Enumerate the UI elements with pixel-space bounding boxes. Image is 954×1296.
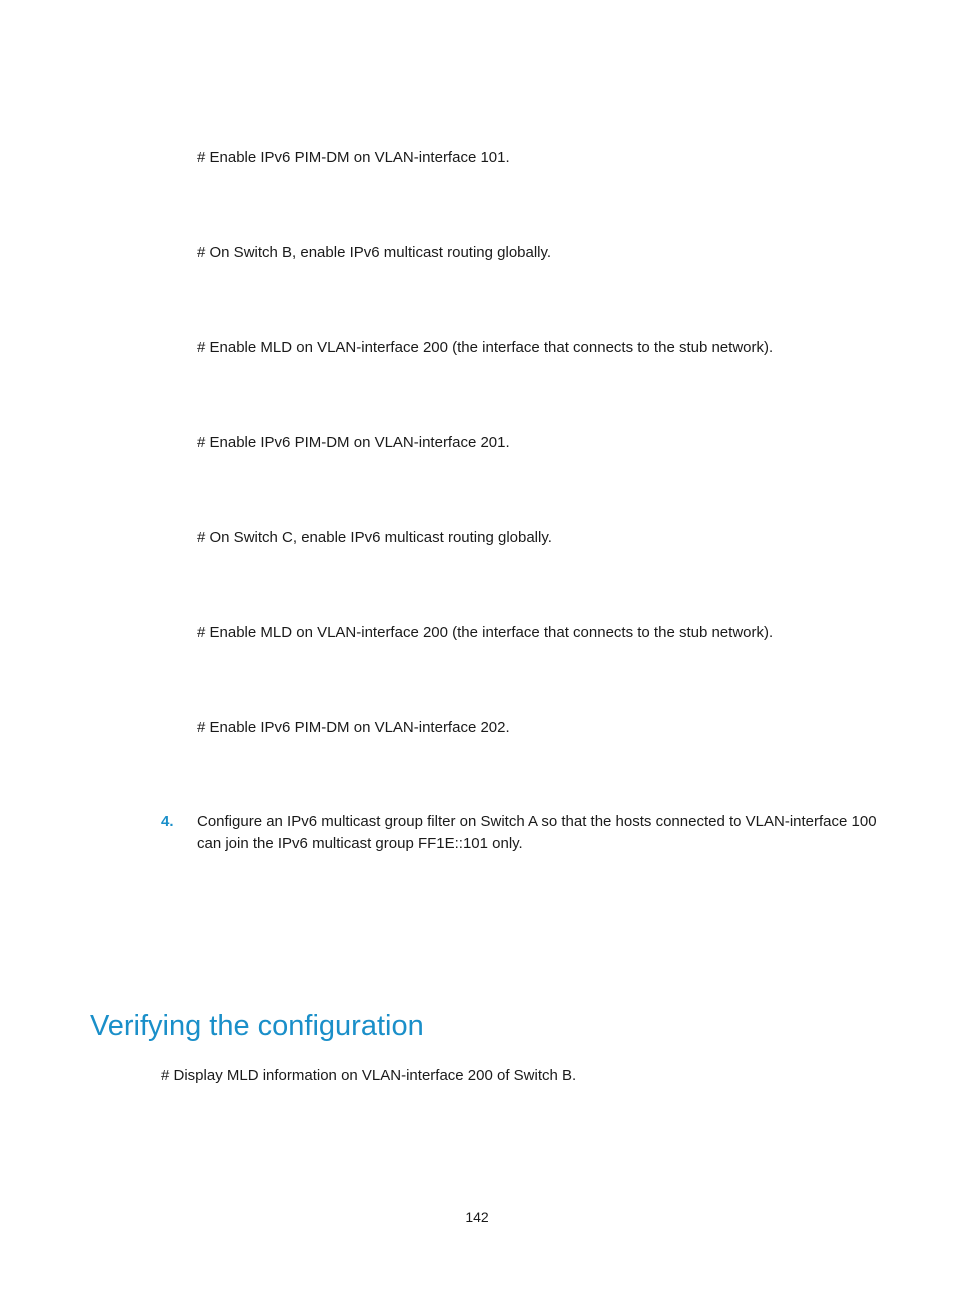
config-line-1: # Enable IPv6 PIM-DM on VLAN-interface 101. — [197, 149, 510, 166]
config-line-7: # Enable IPv6 PIM-DM on VLAN-interface 202. — [197, 719, 510, 736]
page-number: 142 — [465, 1209, 489, 1225]
step-text: Configure an IPv6 multicast group filter on Switch A so that the hosts connected to VLAN-interface 100 can join the IPv6 multicast group FF1E::101 only. — [197, 813, 877, 852]
step-number: 4. — [161, 813, 174, 830]
verify-line: # Display MLD information on VLAN-interface 200 of Switch B. — [161, 1067, 577, 1084]
section-heading: Verifying the configuration — [90, 1010, 424, 1042]
config-line-4: # Enable IPv6 PIM-DM on VLAN-interface 201. — [197, 434, 510, 451]
config-line-5: # On Switch C, enable IPv6 multicast routing globally. — [197, 529, 552, 546]
config-line-2: # On Switch B, enable IPv6 multicast routing globally. — [197, 244, 552, 261]
config-line-6: # Enable MLD on VLAN-interface 200 (the interface that connects to the stub network). — [197, 624, 774, 641]
config-line-3: # Enable MLD on VLAN-interface 200 (the interface that connects to the stub network). — [197, 339, 774, 356]
